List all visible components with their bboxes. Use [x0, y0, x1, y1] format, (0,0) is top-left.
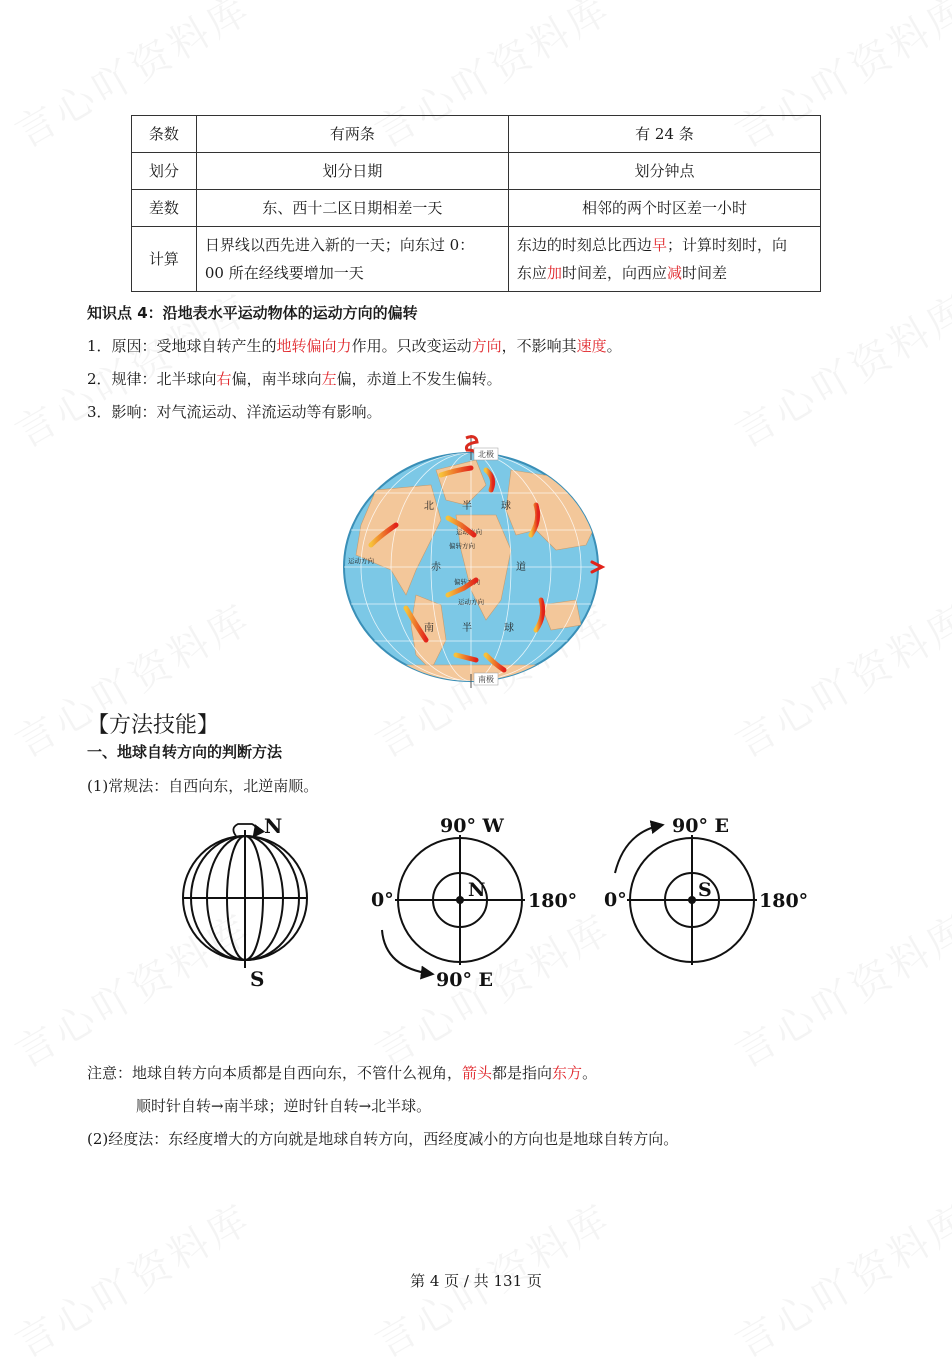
highlight-text: 东方 [552, 1064, 583, 1082]
d180-label: 180° [759, 890, 809, 912]
table-cell [508, 227, 820, 292]
cell-text: 时间差 [681, 264, 727, 282]
s-label: S [250, 967, 265, 991]
text: 作用。只改变运动 [351, 337, 472, 355]
table-row [132, 116, 821, 153]
w90-label: 90° W [440, 815, 504, 837]
highlight-text: 箭头 [462, 1064, 493, 1082]
text: ，不影响其 [501, 337, 577, 355]
row-head: 条数 [132, 116, 197, 153]
table-row [132, 227, 821, 292]
highlight-text: 左 [321, 370, 337, 388]
table-row [132, 153, 821, 190]
n-label: N [468, 879, 486, 901]
kp4-line3: 3．影响：对气流运动、洋流运动等有影响。 [87, 403, 382, 421]
kp4-line1 [87, 335, 622, 356]
table-cell: 相邻的两个时区差一小时 [508, 190, 820, 227]
zero-label: 0° [604, 889, 627, 911]
e90-label: 90° E [672, 815, 730, 837]
table-cell [196, 227, 508, 292]
move-dir-label: 运动方向 [456, 528, 482, 536]
zero-label: 0° [371, 889, 394, 911]
table-cell: 有 24 条 [508, 116, 820, 153]
north-hemi-char: 北 [424, 501, 434, 512]
note-line-2: 顺时针自转→南半球；逆时针自转→北半球。 [136, 1097, 432, 1115]
cell-text: 00 所在经线要增加一天 [204, 264, 364, 282]
equator-char: 道 [516, 562, 526, 573]
watermark [723, 588, 952, 769]
south-hemi-char: 南 [424, 623, 434, 634]
table-cell: 划分日期 [196, 153, 508, 190]
globe-deflection-figure [336, 430, 616, 692]
cell-text: 东边的时刻总比西边 [516, 236, 652, 254]
move-dir-label: 运动方向 [458, 598, 484, 606]
table-cell: 东、西十二区日期相差一天 [196, 190, 508, 227]
row-head: 差数 [132, 190, 197, 227]
n-label: N [264, 814, 283, 838]
page-footer: 第 4 页 / 共 131 页 [410, 1272, 542, 1290]
text: 偏，南半球向 [231, 370, 322, 388]
kp4-title: 知识点 4：沿地表水平运动物体的运动方向的偏转 [87, 304, 418, 322]
d180-label: 180° [528, 890, 578, 912]
text: 。 [606, 337, 622, 355]
cell-text: ；计算时刻时，向 [666, 236, 787, 254]
highlight-text: 速度 [576, 337, 607, 355]
row-head: 计算 [132, 227, 197, 292]
method-subheading: 一、地球自转方向的判断方法 [87, 743, 283, 761]
cell-text: 东应 [516, 264, 547, 282]
equator-char: 赤 [431, 562, 441, 573]
row-head: 划分 [132, 153, 197, 190]
table-row [132, 190, 821, 227]
south-hemi-char: 球 [504, 623, 514, 634]
north-hemi-char: 球 [501, 501, 511, 512]
cell-text: 日界线以西先进入新的一天；向东过 0： [204, 236, 475, 254]
e90-label: 90° E [436, 969, 494, 991]
comparison-table [131, 115, 821, 292]
north-hemi-char: 半 [462, 501, 472, 512]
highlight-text: 早 [651, 236, 667, 254]
deflect-dir-label: 偏转方向 [449, 542, 475, 550]
highlight-text: 地转偏向力 [276, 337, 352, 355]
text: 偏，赤道上不发生偏转。 [336, 370, 502, 388]
rule-1: (1)常规法：自西向东，北逆南顺。 [87, 777, 319, 795]
highlight-text: 右 [216, 370, 232, 388]
rule-2: (2)经度法：东经度增大的方向就是地球自转方向，西经度减小的方向也是地球自转方向。 [87, 1130, 679, 1148]
north-pole-label: 北极 [478, 450, 494, 459]
deflect-dir-label: 偏转方向 [454, 578, 480, 586]
text: 2．规律：北半球向 [87, 370, 217, 388]
rotation-direction-figures [170, 808, 810, 996]
section-heading: 【方法技能】 [87, 713, 220, 738]
watermark [723, 278, 952, 459]
move-dir-label: 运动方向 [348, 557, 374, 565]
note-line [87, 1062, 597, 1083]
cell-text: 时间差，向西应 [561, 264, 667, 282]
s-label: S [698, 879, 712, 901]
highlight-text: 减 [666, 264, 682, 282]
south-hemi-char: 半 [462, 623, 472, 634]
table-cell: 有两条 [196, 116, 508, 153]
text: 都是指向 [492, 1064, 553, 1082]
kp4-line2 [87, 368, 502, 389]
text: 1．原因：受地球自转产生的 [87, 337, 277, 355]
highlight-text: 加 [546, 264, 562, 282]
text: 注意：地球自转方向本质都是自西向东，不管什么视角， [87, 1064, 463, 1082]
south-pole-label: 南极 [478, 675, 494, 684]
text: 。 [582, 1064, 598, 1082]
table-cell: 划分钟点 [508, 153, 820, 190]
highlight-text: 方向 [471, 337, 502, 355]
